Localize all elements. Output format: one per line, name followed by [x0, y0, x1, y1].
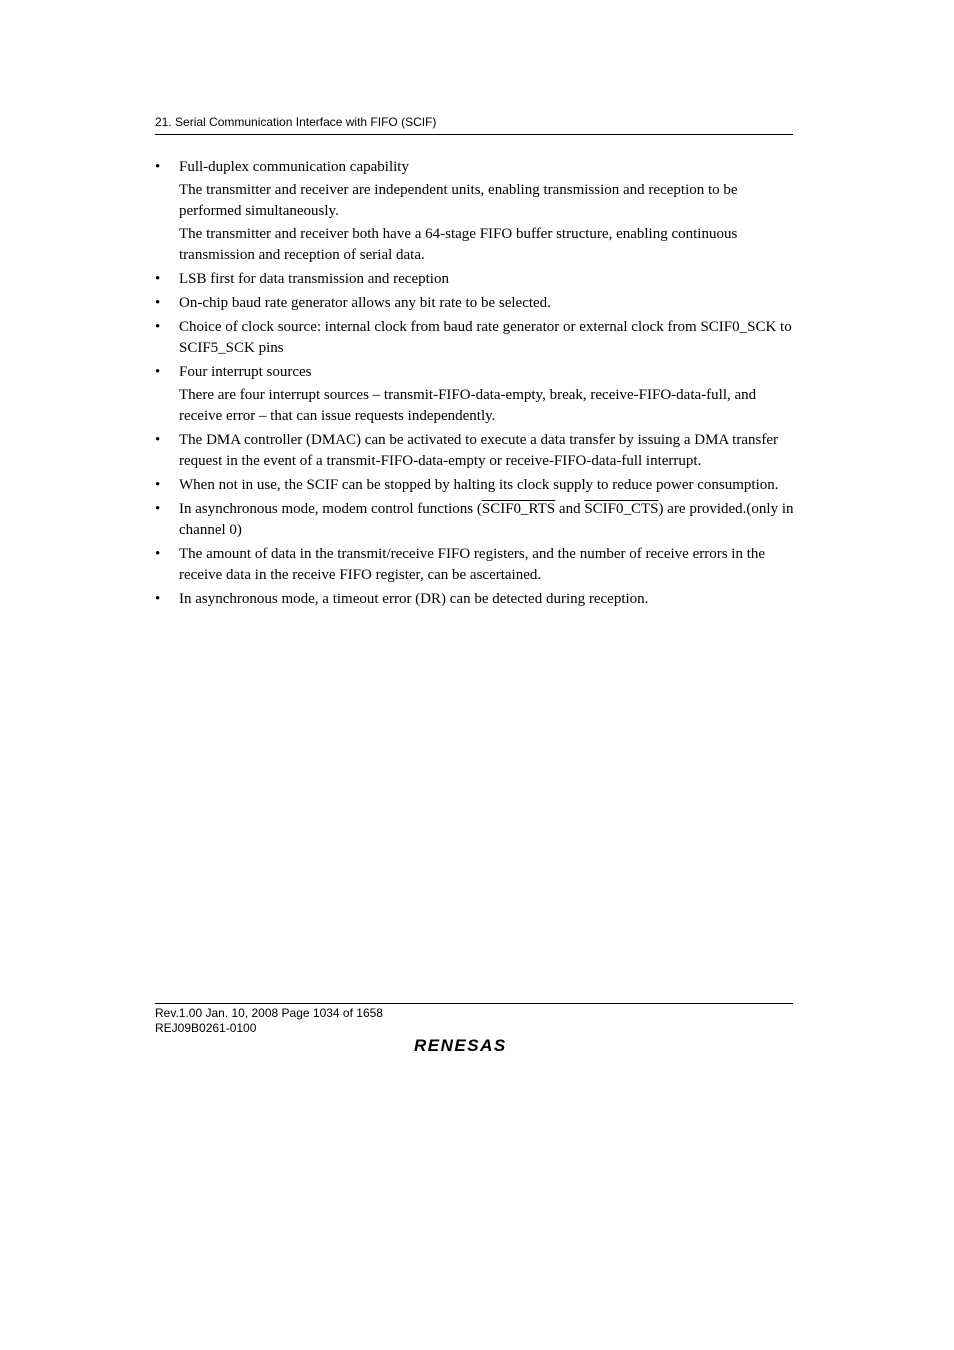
bullet-icon: • [155, 477, 161, 493]
header-divider [155, 134, 793, 135]
list-item [155, 499, 795, 541]
feature-list [155, 157, 795, 613]
bullet-icon: • [155, 591, 161, 607]
page-footer [155, 1006, 383, 1036]
bullet-icon: • [155, 546, 161, 562]
item-paragraph: There are four interrupt sources – transmit-FIFO-data-empty, break, receive-FIFO-data-full, and receive error – that can issue requests independently. [179, 387, 757, 424]
list-item [155, 157, 795, 266]
footer-divider [155, 1003, 793, 1004]
bullet-icon: • [155, 159, 161, 175]
bullet-icon: • [155, 432, 161, 448]
list-item [155, 544, 795, 586]
signal-cts: SCIF0_CTS [584, 501, 659, 517]
document-number: REJ09B0261-0100 [155, 1021, 257, 1035]
list-item [155, 430, 795, 472]
item-text: When not in use, the SCIF can be stopped by halting its clock supply to reduce power consumption. [179, 477, 779, 493]
bullet-icon: • [155, 319, 161, 335]
list-item [155, 589, 795, 610]
bullet-icon: • [155, 501, 161, 517]
item-text: On-chip baud rate generator allows any bit rate to be selected. [179, 295, 551, 311]
item-title: Four interrupt sources [179, 364, 312, 380]
item-text-end: ) are provided.(only in channel 0) [179, 501, 794, 538]
list-item [155, 269, 795, 290]
list-item [155, 475, 795, 496]
item-text: In asynchronous mode, a timeout error (DR) can be detected during reception. [179, 591, 649, 607]
revision-line: Rev.1.00 Jan. 10, 2008 Page 1034 of 1658 [155, 1006, 383, 1020]
list-item [155, 293, 795, 314]
item-paragraph: The transmitter and receiver both have a 64-stage FIFO buffer structure, enabling continuous transmission and reception of serial data. [179, 226, 738, 263]
item-text: LSB first for data transmission and reception [179, 271, 449, 287]
section-header: 21. Serial Communication Interface with FIFO (SCIF) [155, 115, 437, 129]
item-text: The amount of data in the transmit/receive FIFO registers, and the number of receive errors in the receive data in the receive FIFO register, can be ascertained. [179, 546, 766, 583]
bullet-icon: • [155, 271, 161, 287]
item-text: Choice of clock source: internal clock from baud rate generator or external clock from SCIF0_SCK to SCIF5_SCK pins [179, 319, 792, 356]
bullet-icon: • [155, 295, 161, 311]
signal-rts: SCIF0_RTS [481, 501, 556, 517]
item-paragraph: The transmitter and receiver are independent units, enabling transmission and reception to be performed simultaneously. [179, 182, 738, 219]
renesas-logo-text: RENESAS [414, 1036, 507, 1055]
renesas-logo [412, 1034, 534, 1056]
item-text [179, 499, 795, 541]
list-item [155, 317, 795, 359]
list-item [155, 362, 795, 427]
item-title: Full-duplex communication capability [179, 159, 409, 175]
bullet-icon: • [155, 364, 161, 380]
item-text: The DMA controller (DMAC) can be activated to execute a data transfer by issuing a DMA transfer request in the event of a transmit-FIFO-data-empty or receive-FIFO-data-full interrupt. [179, 432, 778, 469]
item-text-middle: and [555, 501, 585, 517]
item-text-start: In asynchronous mode, modem control functions ( [179, 501, 482, 517]
